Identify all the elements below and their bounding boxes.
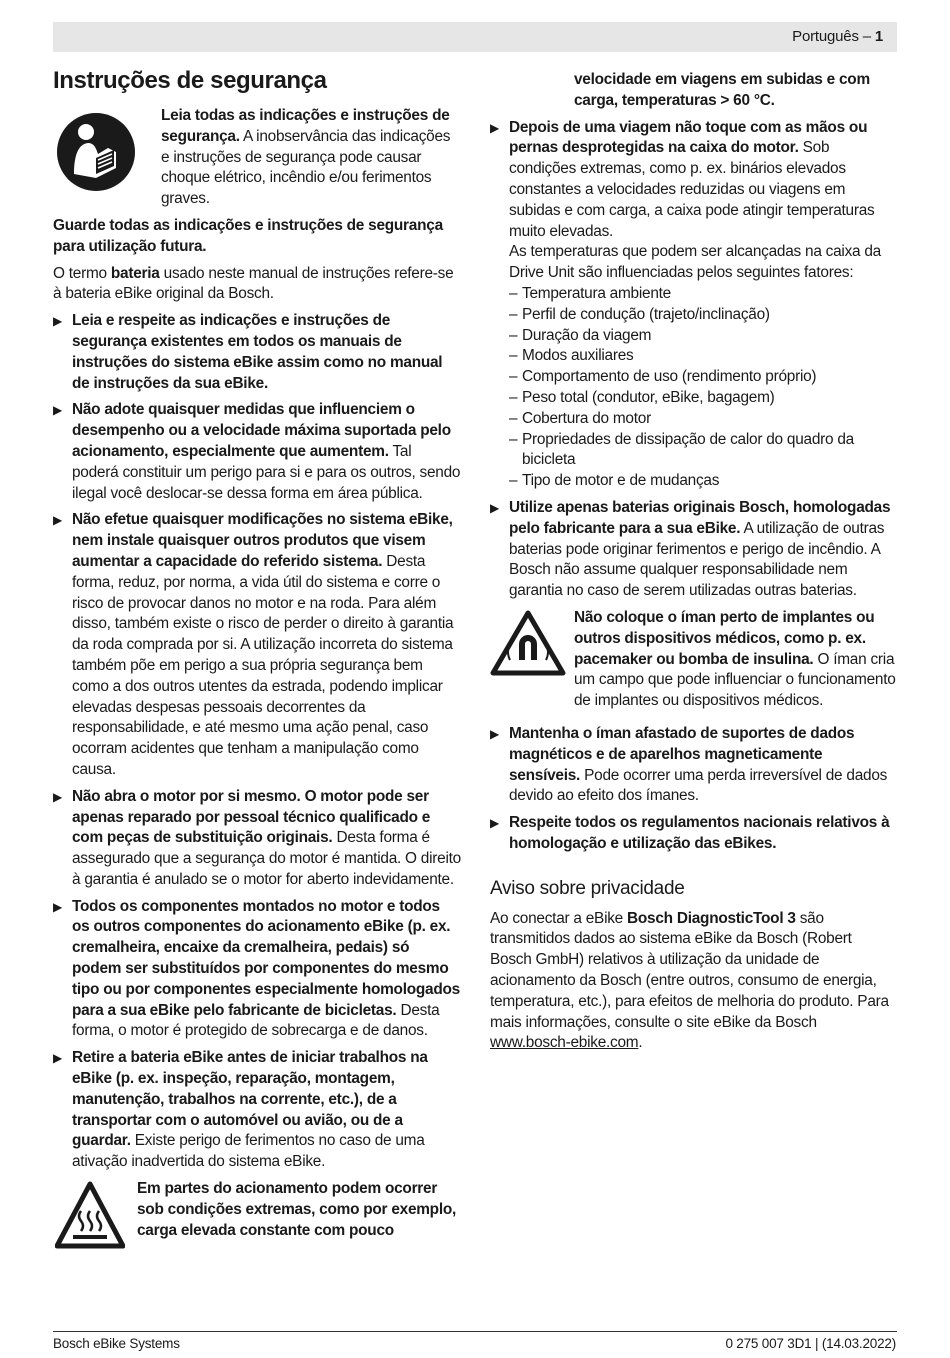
footer-doc-id: 0 275 007 3D1 | (14.03.2022) <box>725 1336 896 1351</box>
factor-item: – Tipo de motor e de mudanças <box>509 472 720 490</box>
page-title: Instruções de segurança <box>53 67 327 94</box>
factor-item: – Duração da viagem <box>509 326 652 344</box>
safety-bullet: ▶ Mantenha o íman afastado de suportes de dados magnéticos e de aparelhos magneticamente sensíveis. Pode ocorrer uma perda irreversível de dados devido ao efeito dos ímanes. <box>490 724 896 807</box>
magnet-warning-text: Não coloque o íman perto de implantes ou outros dispositivos médicos, como p. ex. pacemaker ou bomba de insulina. O íman cria um campo que pode influenciar o funcionamento de implantes ou dispositivos médicos. <box>574 608 896 710</box>
footer-brand: Bosch eBike Systems <box>53 1336 180 1351</box>
keep-instructions: Guarde todas as indicações e instruções de segurança para utilização futura. <box>53 216 443 255</box>
magnet-warning-icon <box>490 610 566 676</box>
privacy-title: Aviso sobre privacidade <box>490 877 685 899</box>
factor-item: – Comportamento de uso (rendimento próprio) <box>509 368 817 386</box>
bosch-ebike-link[interactable]: www.bosch-ebike.com <box>490 1034 639 1052</box>
footer-divider <box>53 1331 897 1332</box>
factor-item: – Modos auxiliares <box>509 347 634 365</box>
privacy-text: Ao conectar a eBike Bosch DiagnosticTool 3 são transmitidos dados ao sistema eBike da Bosch (Robert Bosch GmbH) relativos à utilização da unidade de acionamento da Bosch (entre outros, consumo de energia, temperatura, etc.), para efeitos de melhoria do produto. Para mais informações, consulte o site eBike da Bosch www.bosch-ebike.com. <box>490 909 889 1052</box>
safety-bullet: ▶ Utilize apenas baterias originais Bosch, homologadas pelo fabricante para a sua eBike. A utilização de outras baterias pode originar ferimentos e perigo de incêndio. A Bosch não assume qualquer responsabilidade nem garantia no caso de serem utilizadas outras baterias. <box>490 498 896 602</box>
right-column <box>490 70 896 1060</box>
safety-bullet: ▶ Depois de uma viagem não toque com as mãos ou pernas desprotegidas na caixa do motor. Sob condições extremas, como p. ex. binários elevados constantes a velocidades reduzidas ou viagens em subidas e com carga, a caixa pode atingir temperaturas muito elevadas. As temperaturas que podem ser alcançadas na caixa da Drive Unit são influenciadas pelos seguintes fatores: – Temperatura ambiente – Perfil de condução (trajeto/inclinação) – Duração da viagem – Modos auxiliares – Comportamento de uso (rendimento próprio) – Peso total (condutor, eBike, bagagem) – Cobertura do motor – Propriedades de dissipação de calor do quadro da bicicleta – Tipo de motor e de mudanças <box>490 118 896 492</box>
factor-item: – Cobertura do motor <box>509 409 651 427</box>
intro-block <box>53 106 461 216</box>
magnet-warning <box>490 608 896 718</box>
safety-bullet: ▶ Não adote quaisquer medidas que influenciem o desempenho ou a velocidade máxima suportada pelo acionamento, especialmente que aumentem. Tal poderá constituir um perigo para si e para os outros, sendo ilegal você deslocar-se dessa forma em área pública. <box>53 400 461 504</box>
safety-bullet: ▶ Não efetue quaisquer modificações no sistema eBike, nem instale quaisquer outros produtos que visem aumentar a capacidade do referido sistema. Desta forma, reduz, por norma, a vida útil do sistema e corre o risco de provocar danos no motor e na roda. Para além disso, também existe o risco de perder o direito à garantia da roda comprada por si. A utilização incorreta do sistema também põe em perigo a sua própria segurança bem como a dos outros utentes da estrada, podendo implicar elevadas despesas pessoais decorrentes da responsabilidade, e até mesmo uma ação penal, caso ocorram acidentes que tenham a manipulação como causa. <box>53 510 461 780</box>
hot-surface-warning <box>53 1179 461 1251</box>
intro-text: Leia todas as indicações e instruções de segurança. A inobservância das indicações e instruções de segurança pode causar choque elétrico, incêndio e/ou ferimentos graves. <box>161 107 451 208</box>
factor-item: – Propriedades de dissipação de calor do quadro da bicicleta <box>509 430 854 469</box>
safety-bullet: ▶ Respeite todos os regulamentos nacionais relativos à homologação e utilização das eBikes. <box>490 813 896 855</box>
safety-bullet: ▶ Todos os componentes montados no motor e todos os outros componentes do acionamento eBike (p. ex. cremalheira, encaixe da cremalheira, pedais) só podem ser substituídos por componentes do mesmo tipo ou por componentes especialmente homologados para a sua eBike pelo fabricante de bicicletas. Desta forma, o motor é protegido de sobrecarga e de danos. <box>53 897 461 1043</box>
safety-bullet: ▶ Não abra o motor por si mesmo. O motor pode ser apenas reparado por pessoal técnico qualificado e com peças de substituição originais. Desta forma é assegurado que a segurança do motor é mantida. O direito à garantia é anulado se o motor for aberto indevidamente. <box>53 787 461 891</box>
temperature-factors-intro: As temperaturas que podem ser alcançadas na caixa da Drive Unit são influenciadas pelos seguintes fatores: <box>509 243 881 282</box>
read-manual-icon <box>56 112 136 192</box>
page-number: Português – 1 <box>792 28 883 45</box>
factor-item: – Perfil de condução (trajeto/inclinação) <box>509 305 770 323</box>
factor-item: – Peso total (condutor, eBike, bagagem) <box>509 388 775 406</box>
left-column <box>53 66 461 1257</box>
safety-bullet: ▶ Retire a bateria eBike antes de iniciar trabalhos na eBike (p. ex. inspeção, reparação, montagem, manutenção, trabalhos na corrente, etc.), de a transportar com o automóvel ou avião, ou de a guardar. Existe perigo de ferimentos no caso de uma ativação inadvertida do sistema eBike. <box>53 1048 461 1173</box>
hot-warning-continued: velocidade em viagens em subidas e com carga, temperaturas > 60 °C. <box>574 71 870 109</box>
factor-item: – Temperatura ambiente <box>509 284 671 302</box>
hot-warning-text: Em partes do acionamento podem ocorrer sob condições extremas, como por exemplo, carga elevada constante com pouco <box>137 1180 457 1239</box>
term-definition: O termo bateria usado neste manual de instruções refere-se à bateria eBike original da Bosch. <box>53 264 454 303</box>
hot-surface-icon <box>55 1181 125 1251</box>
safety-bullet: ▶ Leia e respeite as indicações e instruções de segurança existentes em todos os manuais de instruções do sistema eBike assim como no manual de instruções da sua eBike. <box>53 311 461 394</box>
page-header <box>53 22 897 52</box>
